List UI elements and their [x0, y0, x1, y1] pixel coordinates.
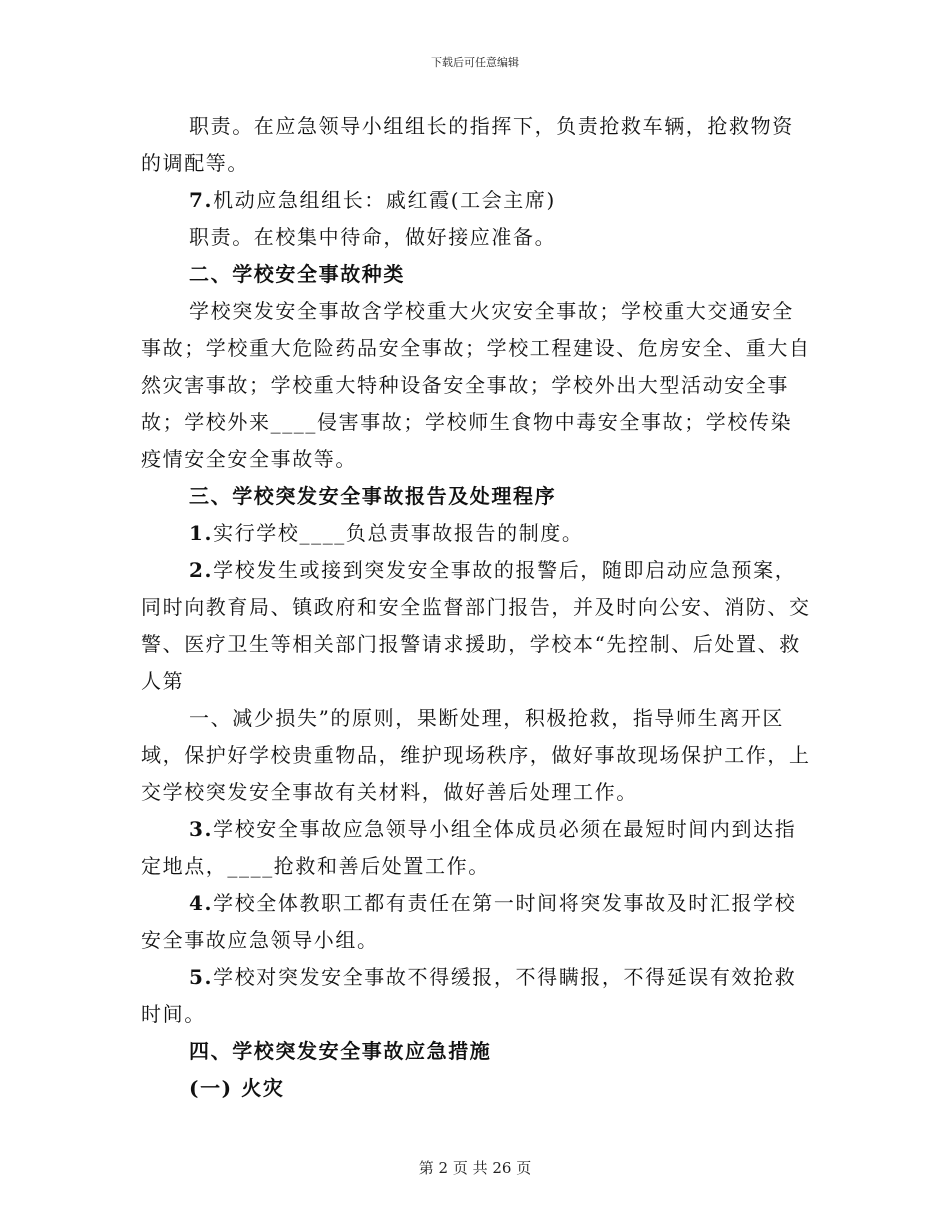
subsection-heading: (一) 火灾 [189, 1076, 285, 1100]
paragraph: 一、减少损失”的原则，果断处理，积极抢救，指导师生离开区域，保护好学校贵重物品，维护现场秩序，做好事故现场保护工作，上交学校突发安全事故有关材料，做好善后处理工作。 [141, 706, 811, 804]
page-header: 下载后可任意编辑 [431, 56, 519, 69]
document-body [141, 108, 811, 1107]
section-heading: 二、学校安全事故种类 [189, 262, 405, 286]
paragraph: 4.学校全体教职工都有责任在第一时间将突发事故及时汇报学校安全事故应急领导小组。 [141, 891, 797, 952]
paragraph: 7.机动应急组组长：戚红霞(工会主席) [189, 188, 556, 212]
paragraph: 5.学校对突发安全事故不得缓报，不得瞒报，不得延误有效抢救时间。 [141, 965, 797, 1026]
paragraph: 2.学校发生或接到突发安全事故的报警后，随即启动应急预案，同时向教育局、镇政府和安全监督部门报告，并及时向公安、消防、交警、医疗卫生等相关部门报警请求援助，学校本“先控制、后处置、救人第 [141, 558, 811, 693]
page-footer: 第 2 页 共 26 页 [418, 1159, 532, 1177]
paragraph: 1.实行学校____负总责事故报告的制度。 [189, 521, 584, 545]
paragraph: 职责。在应急领导小组组长的指挥下，负责抢救车辆，抢救物资的调配等。 [141, 114, 794, 175]
section-heading: 四、学校突发安全事故应急措施 [189, 1039, 492, 1063]
paragraph: 3.学校安全事故应急领导小组全体成员必须在最短时间内到达指定地点，____抢救和善后处置工作。 [141, 817, 797, 878]
section-heading: 三、学校突发安全事故报告及处理程序 [189, 484, 557, 508]
paragraph: 学校突发安全事故含学校重大火灾安全事故；学校重大交通安全事故；学校重大危险药品安全事故；学校工程建设、危房安全、重大自然灾害事故；学校重大特种设备安全事故；学校外出大型活动安全事故；学校外来____侵害事故；学校师生食物中毒安全事故；学校传染疫情安全安全事故等。 [141, 299, 811, 471]
paragraph: 职责。在校集中待命，做好接应准备。 [189, 225, 557, 249]
